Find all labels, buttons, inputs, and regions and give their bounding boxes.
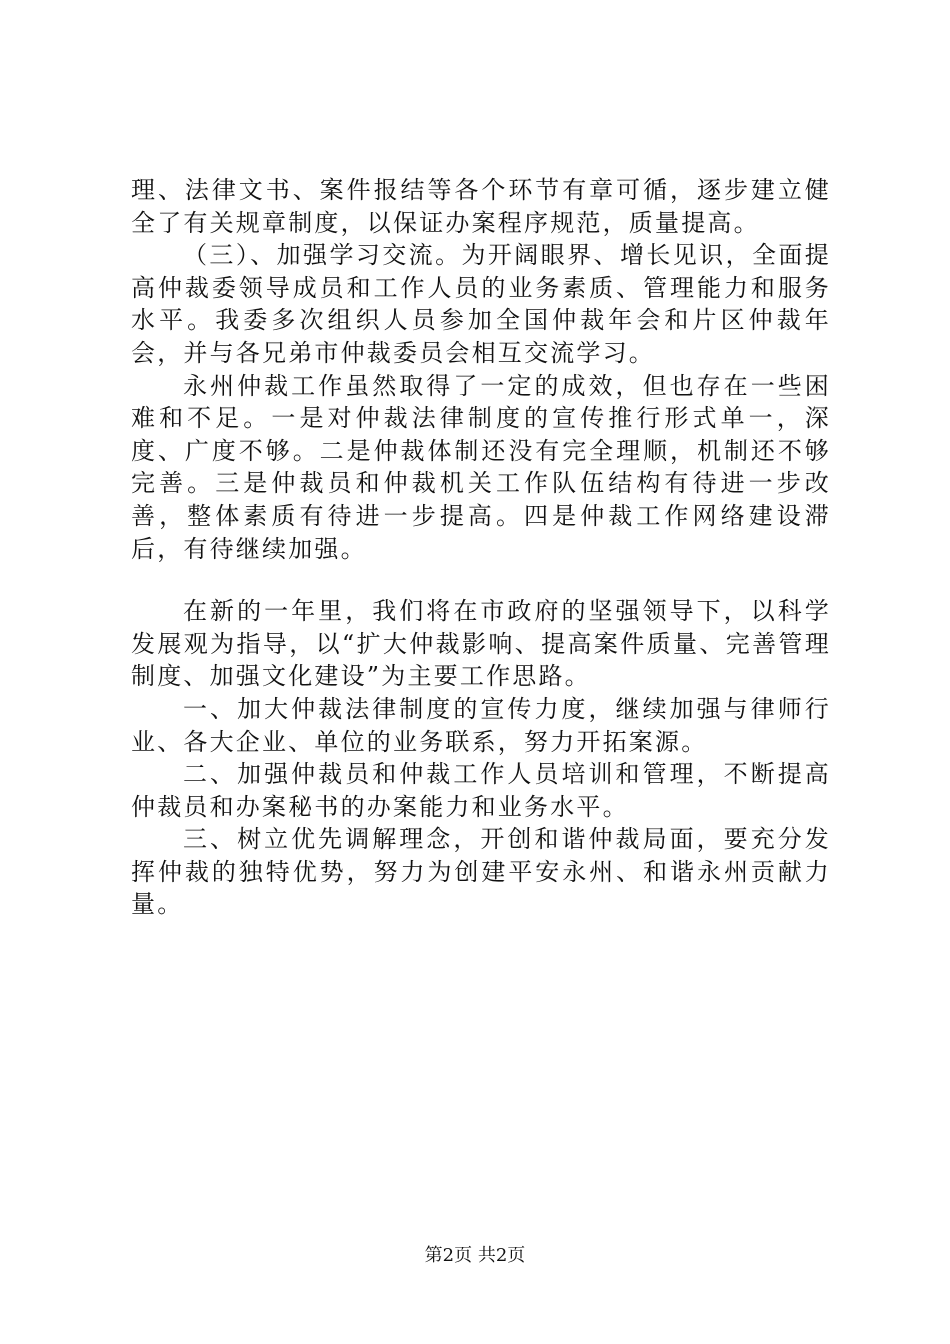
document-body bbox=[131, 174, 831, 921]
page-footer bbox=[0, 1244, 950, 1268]
paragraph-study-exchange: （三）、加强学习交流。为开阔眼界、增长见识，全面提高仲裁委领导成员和工作人员的业务素质、管理能力和服务水平。我委多次组织人员参加全国仲裁年会和片区仲裁年会，并与各兄弟市仲裁委员会相互交流学习。 bbox=[131, 241, 831, 367]
paragraph-difficulties: 永州仲裁工作虽然取得了一定的成效，但也存在一些困难和不足。一是对仲裁法律制度的宣传推行形式单一，深度、广度不够。二是仲裁体制还没有完全理顺，机制还不够完善。三是仲裁员和仲裁机关工作队伍结构有待进一步改善，整体素质有待进一步提高。四是仲裁工作网络建设滞后，有待继续加强。 bbox=[131, 371, 831, 563]
paragraph-new-year-plan: 在新的一年里，我们将在市政府的坚强领导下，以科学发展观为指导，以“扩大仲裁影响、提高案件质量、完善管理制度、加强文化建设”为主要工作思路。 bbox=[131, 597, 831, 691]
paragraph-plan-item-2: 二、加强仲裁员和仲裁工作人员培训和管理，不断提高仲裁员和办案秘书的办案能力和业务水平。 bbox=[131, 760, 831, 821]
page-number-label: 第2页 共2页 bbox=[424, 1245, 526, 1266]
paragraph-plan-item-1: 一、加大仲裁法律制度的宣传力度，继续加强与律师行业、各大企业、单位的业务联系，努力开拓案源。 bbox=[131, 694, 831, 756]
paragraph-continuation: 理、法律文书、案件报结等各个环节有章可循，逐步建立健全了有关规章制度，以保证办案程序规范，质量提高。 bbox=[131, 176, 831, 237]
paragraph-plan-item-3: 三、树立优先调解理念，开创和谐仲裁局面，要充分发挥仲裁的独特优势，努力为创建平安永州、和谐永州贡献力量。 bbox=[131, 825, 831, 919]
